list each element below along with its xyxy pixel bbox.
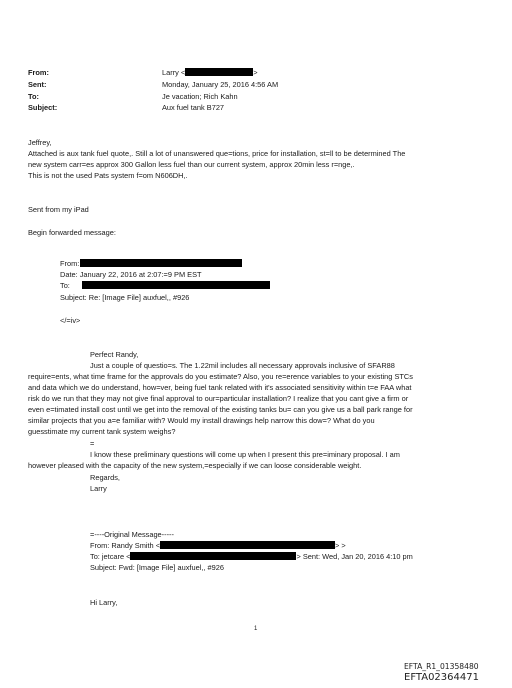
subject-value: Aux fuel tank B727: [162, 103, 225, 112]
original-hi-line: Hi Larry,: [90, 598, 118, 607]
page-number: 1: [254, 626, 258, 632]
redaction-bar: [130, 552, 296, 560]
reply-closing: however pleased with the capacity of the new system,=especially if we can loose considerable weight.: [28, 461, 362, 470]
original-heading: =----Original Message-----: [90, 530, 174, 539]
reply-line: risk do we run that they may not give final approval to our=particular installation? I realize that you cant give a firm or: [28, 394, 409, 403]
from-suffix: >: [253, 68, 258, 77]
reply-line: and data which we do understand, how=ver, being fuel tank related with it's associated sensitivity within t=e FAA what: [28, 383, 412, 392]
reply-greeting: Perfect Randy,: [90, 350, 139, 359]
fwd-date: Date: January 22, 2016 at 2:07:=9 PM EST: [60, 270, 202, 279]
body-greeting: Jeffrey,: [28, 138, 52, 147]
efta-id-small: EFTA_R1_01358480: [404, 662, 479, 671]
original-to-prefix: To: jetcare <: [90, 552, 131, 561]
original-subject: Subject: Fwd: [Image File] auxfuel,, #926: [90, 563, 224, 572]
reply-signature: Larry: [90, 484, 107, 493]
original-from-prefix: From: Randy Smith <: [90, 541, 161, 550]
reply-closing: I know these preliminary questions will come up when I present this pre=iminary proposal. I am: [90, 450, 400, 459]
begin-forwarded: Begin forwarded message:: [28, 228, 116, 237]
redaction-bar: [185, 68, 253, 76]
original-sent-info: > Sent: Wed, Jan 20, 2016 4:10 pm: [296, 552, 413, 561]
redaction-bar: [160, 541, 335, 549]
original-from: [90, 541, 346, 550]
fwd-div-tag: </=iv>: [60, 316, 81, 325]
sent-label: Sent:: [28, 80, 47, 89]
reply-line: Just a couple of questio=s. The 1.22mil includes all necessary approvals inclusive of SFAR88: [90, 361, 395, 370]
fwd-from: [60, 259, 242, 268]
original-to: [90, 552, 413, 561]
sent-value: Monday, January 25, 2016 4:56 AM: [162, 80, 279, 89]
original-from-suffix: > >: [335, 541, 346, 550]
reply-line: even e=timated install cost until we get into the removal of the existing tanks bu= can you give us a ball park range for: [28, 405, 413, 414]
reply-line: similar projects that you a=e familiar with? Would my install drawings help narrow this dow=? What do you: [28, 416, 375, 425]
fwd-to: [60, 281, 270, 290]
subject-label: Subject:: [28, 103, 58, 112]
from-value: [162, 68, 258, 77]
from-name: Larry <: [162, 68, 186, 77]
reply-line: guesstimate my current tank system weighs?: [28, 427, 176, 436]
reply-regards: Regards,: [90, 473, 120, 482]
from-label: From:: [28, 68, 49, 77]
body-line: This is not the used Pats system f=om N606DH,.: [28, 171, 188, 180]
body-line: Attached is aux tank fuel quote,. Still a lot of unanswered que=tions, price for installation, st=ll to be determined The: [28, 149, 406, 158]
reply-line: require=ents, what time frame for the approvals do you estimate? Also, you re=erence variables to your existing STCs: [28, 372, 413, 381]
efta-id-large: EFTA02364471: [404, 672, 479, 683]
body-line: new system carr=es approx 300 Gallon less fuel than our current system, approx 20min less r=nge,.: [28, 160, 355, 169]
redaction-bar: [80, 259, 242, 267]
sent-from-ipad: Sent from my iPad: [28, 205, 89, 214]
to-label: To:: [28, 92, 39, 101]
redaction-bar: [82, 281, 270, 289]
fwd-to-label: To:: [60, 281, 70, 290]
to-value: Je vacation; Rich Kahn: [162, 92, 238, 101]
reply-equals: =: [90, 439, 95, 448]
fwd-subject: Subject: Re: [Image File] auxfuel,, #926: [60, 293, 190, 302]
fwd-from-label: From:: [60, 259, 80, 268]
